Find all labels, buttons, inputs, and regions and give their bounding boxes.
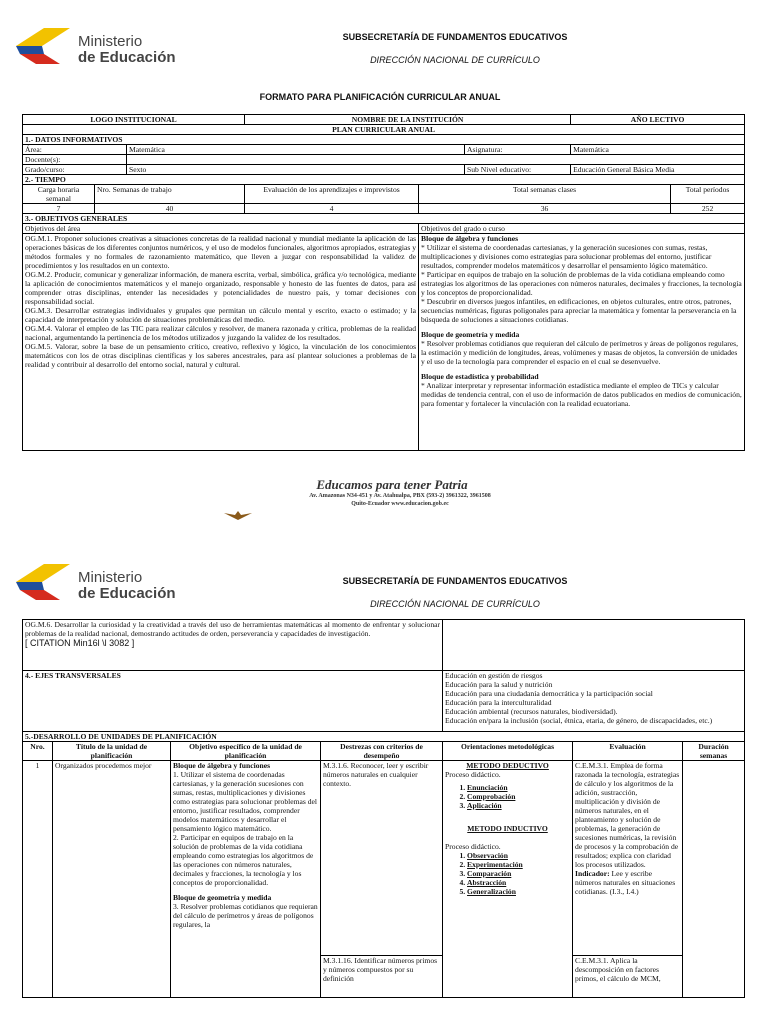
step-label: Observación (467, 851, 508, 860)
grado-objective: * Descubrir en diversos juegos infantiles, en edificaciones, en objetos culturales, entre otros, patrones, secuencias numéricas, figuras poligonales para apreciar la matemática y fomentar la perseverancia en la búsqueda de soluciones a situaciones cotidianas. (421, 297, 737, 324)
col-header: Título de la unidad de planificación (53, 742, 171, 761)
step-item (467, 860, 570, 869)
step-item (467, 801, 570, 810)
metodo-steps (445, 851, 570, 896)
subsecretaria-heading: SUBSECRETARÍA DE FUNDAMENTOS EDUCATIVOS (342, 576, 568, 586)
direccion-heading: DIRECCIÓN NACIONAL DE CURRÍCULO (370, 55, 540, 65)
ministry-logo (14, 22, 184, 70)
footer-address-line: Av. Amazonas N34-451 y Av. Atahualpa, PBX (593-2) 3961322, 3961508 (309, 493, 491, 499)
eje-item: Educación para la salud y nutrición (445, 680, 553, 689)
condor-icon (224, 510, 252, 520)
step-label: Generalización (467, 887, 516, 896)
destreza-item: M.3.1.6. Reconocer, leer y escribir números naturales en cualquier contexto. (321, 761, 442, 956)
step-label: Experimentación (467, 860, 523, 869)
citation: [ CITATION Min16l \l 3082 ] (25, 638, 135, 648)
row-objetivo (171, 761, 321, 998)
eje-item: Educación para una ciudadanía democrática y la participación social (445, 689, 653, 698)
og6-objective (23, 620, 443, 671)
logo-text-line1: Ministerio (78, 569, 143, 586)
step-label: Comparación (467, 869, 512, 878)
step-item (467, 878, 570, 887)
indicador-label: Indicador: (575, 869, 610, 878)
eje-item: Educación para la interculturalidad (445, 698, 552, 707)
block-title: Bloque de álgebra y funciones (173, 761, 271, 770)
plan-title: PLAN CURRICULAR ANUAL (23, 125, 745, 135)
subsecretaria-heading: SUBSECRETARÍA DE FUNDAMENTOS EDUCATIVOS (342, 32, 568, 42)
eje-item: Educación ambiental (recursos naturales, biodiversidad). (445, 707, 618, 716)
metodo-steps (445, 783, 570, 810)
subnivel-label: Sub Nivel educativo: (465, 165, 571, 175)
step-label: Abstracción (467, 878, 507, 887)
objective-text: 1. Utilizar el sistema de coordenadas cartesianas, y la generación sucesiones con sumas, restas, multiplicaciones y divisiones como estrategias para solucionar problemas del entorno, justificar resultados, comprender modelos matemáticos y desarrollar el pensamiento lógico matemático. (173, 770, 318, 833)
asignatura-value: Matemática (571, 145, 745, 155)
nombre-institucion-label: NOMBRE DE LA INSTITUCIÓN (245, 115, 571, 125)
og6-empty (443, 620, 745, 671)
tiempo-value: 40 (95, 204, 245, 214)
tiempo-value: 252 (671, 204, 745, 214)
block-title: Bloque de geometría y medida (173, 893, 272, 902)
step-item (467, 887, 570, 896)
plan-table (22, 114, 745, 451)
grado-objective: * Participar en equipos de trabajo en la solución de problemas de la vida cotidiana empleando como estrategias los algoritmos de las operaciones con números naturales, decimales y fracciones, la tecnología y los conceptos de proporcionalidad. (421, 270, 742, 297)
row-nro: 1 (23, 761, 53, 998)
tiempo-value: 7 (23, 204, 95, 214)
direccion-heading: DIRECCIÓN NACIONAL DE CURRÍCULO (370, 599, 540, 609)
plan-table-continued (22, 619, 745, 998)
page-2 (0, 548, 768, 1024)
logo-text-line2: de Educación (78, 585, 176, 602)
area-objective: OG.M.5. Valorar, sobre la base de un pensamiento crítico, creativo, reflexivo y lógico, la vinculación de los conocimientos matemáticos con los de otras disciplinas científicas y los saberes ancestrales, para así plantear soluciones a problemas de la realidad y contribuir al desarrollo del entorno social, natural y cultural. (25, 342, 417, 369)
logo-text-line2: de Educación (78, 49, 176, 66)
grado-value: Sexto (127, 165, 465, 175)
eje-item: Educación en/para la inclusión (social, étnica, etaria, de género, de discapacidades, etc.) (445, 716, 713, 725)
step-item (467, 783, 570, 792)
subnivel-value: Educación General Básica Media (571, 165, 745, 175)
metodo-title: METODO DEDUCTIVO (466, 761, 549, 770)
destreza-item: M.3.1.16. Identificar números primos y números compuestos por su definición (323, 956, 438, 983)
proceso-label: Proceso didáctico. (445, 770, 501, 779)
tiempo-header: Nro. Semanas de trabajo (95, 185, 245, 204)
evaluacion-criterio: C.E.M.3.1. Emplea de forma razonada la tecnología, estrategias de cálculo y los algoritmos de la adición, sustracción, multiplicación y división de números naturales, en el planteamiento y solución de problemas, la generación de sucesiones numéricas, la revisión de procesos y la comprobación de resultados; explica con claridad los procesos utilizados. (575, 761, 680, 869)
col-header: Orientaciones metodológicas (443, 742, 573, 761)
row-duracion (683, 761, 745, 998)
step-item (467, 851, 570, 860)
objetivos-area-label: Objetivos del área (23, 224, 419, 234)
tiempo-header: Total semanas clases (419, 185, 671, 204)
block-title: Bloque de estadística y probabilidad (421, 372, 539, 381)
row-orientaciones (443, 761, 573, 998)
block-title: Bloque de álgebra y funciones (421, 234, 519, 243)
section-datos-informativos: 1.- DATOS INFORMATIVOS (23, 135, 745, 145)
objective-text: 2. Participar en equipos de trabajo en la solución de problemas de la vida cotidiana empleando como estrategias los algoritmos de las operaciones con números naturales, decimales y fracciones, la tecnología y los conceptos de proporcionalidad. (173, 833, 314, 887)
asignatura-label: Asignatura: (465, 145, 571, 155)
tiempo-header: Total períodos (671, 185, 745, 204)
step-item (467, 792, 570, 801)
tiempo-value: 36 (419, 204, 671, 214)
area-objective: OG.M.4. Valorar el empleo de las TIC para realizar cálculos y resolver, de manera razonada y crítica, problemas de la realidad nacional, argumentando la pertinencia de los métodos utilizados y juzgando la validez de los resultados. (25, 324, 417, 342)
tiempo-value: 4 (245, 204, 419, 214)
evaluacion-item (573, 761, 682, 956)
footer-city-line: Quito-Ecuador www.educacion.gob.ec (351, 501, 449, 507)
col-header: Evaluación (573, 742, 683, 761)
step-label: Comprobación (467, 792, 516, 801)
proceso-label: Proceso didáctico. (445, 842, 501, 851)
row-destrezas (321, 761, 443, 998)
col-header: Objetivo específico de la unidad de planificación (171, 742, 321, 761)
grado-objective: * Utilizar el sistema de coordenadas cartesianas, y la generación sucesiones con sumas, restas, multiplicaciones y divisiones como estrategias para solucionar problemas del entorno, justificar resultados, comprender modelos matemáticos y desarrollar el pensamiento lógico matemático. (421, 243, 712, 270)
grado-objective: * Resolver problemas cotidianos que requieran del cálculo de perímetros y áreas de polígonos regulares, la estimación y medición de longitudes, áreas, volúmenes y masas de objetos, la conversión de unidades y el uso de la tecnología para comprender el espacio en el cual se desenvuelve. (421, 339, 738, 366)
area-objective: OG.M.3. Desarrollar estrategias individuales y grupales que permitan un cálculo mental y escrito, exacto o estimado; y la capacidad de interpretación y solución de situaciones problemáticas del medio. (25, 306, 417, 324)
col-header: Duración semanas (683, 742, 745, 761)
docentes-value (127, 155, 745, 165)
section-tiempo: 2.- TIEMPO (23, 175, 745, 185)
eje-item: Educación en gestión de riesgos (445, 671, 543, 680)
objetivos-grado-label: Objetivos del grado o curso (419, 224, 745, 234)
step-label: Aplicación (467, 801, 502, 810)
indicador-text: Lee y escribe números naturales en situaciones cotidianas. (I.3., I.4.) (575, 869, 676, 896)
anio-lectivo-label: AÑO LECTIVO (571, 115, 745, 125)
evaluacion-item: C.E.M.3.1. Aplica la descomposición en factores primos, el cálculo de MCM, (575, 956, 661, 983)
section-desarrollo: 5.-DESARROLLO DE UNIDADES DE PLANIFICACIÓN (23, 732, 745, 742)
tiempo-header: Carga horaria semanal (23, 185, 95, 204)
step-item (467, 869, 570, 878)
row-titulo: Organizados procedemos mejor (53, 761, 171, 998)
objective-text: 3. Resolver problemas cotidianos que requieran del cálculo de perímetros y áreas de polígonos regulares, la (173, 902, 318, 929)
area-value: Matemática (127, 145, 465, 155)
area-label: Área: (23, 145, 127, 155)
formato-heading: FORMATO PARA PLANIFICACIÓN CURRICULAR ANUAL (259, 92, 501, 102)
ministry-logo (14, 558, 184, 606)
row-evaluacion (573, 761, 683, 998)
step-label: Enunciación (467, 783, 508, 792)
og6-text: OG.M.6. Desarrollar la curiosidad y la creatividad a través del uso de herramientas matemáticas al momento de enfrentar y solucionar problemas de la realidad nacional, demostrando actitudes de orden, perseverancia y capacidades de investigación. (25, 620, 441, 638)
block-title: Bloque de geometría y medida (421, 330, 520, 339)
ejes-list (443, 671, 745, 732)
section-ejes: 4.- EJES TRANSVERSALES (23, 671, 443, 732)
logo-institucional-label: LOGO INSTITUCIONAL (23, 115, 245, 125)
tiempo-header: Evaluación de los aprendizajes e imprevistos (245, 185, 419, 204)
area-objective: OG.M.2. Producir, comunicar y generalizar información, de manera escrita, verbal, simbólica, gráfica y/o tecnológica, mediante la aplicación de conocimientos matemáticos y el manejo organizado, responsable y honesto de las fuentes de datos, para así comprender otras disciplinas, entender las necesidades y potencialidades de nuestro país, y tomar decisiones con responsabilidad social. (25, 270, 417, 306)
col-header: Destrezas con criterios de desempeño (321, 742, 443, 761)
grado-objectives (419, 234, 745, 451)
section-objetivos: 3.- OBJETIVOS GENERALES (23, 214, 745, 224)
area-objective: OG.M.1. Proponer soluciones creativas a situaciones concretas de la realidad nacional y mundial mediante la aplicación de las operaciones básicas de los diferentes conjuntos numéricos, y el uso de modelos funcionales, algoritmos apropiados, estrategias y métodos formales y no formales de razonamiento matemático, que lleven a juzgar con responsabilidad la validez de procedimientos y los resultados en un contexto. (25, 234, 417, 270)
logo-text-line1: Ministerio (78, 33, 143, 50)
metodo-title: METODO INDUCTIVO (467, 824, 548, 833)
grado-objective: * Analizar interpretar y representar información estadística mediante el empleo de TICs y calcular medidas de tendencia central, con el uso de información de datos publicados en medios de comunicación, para fomentar y fortalecer la vinculación con la realidad ecuatoriana. (421, 381, 742, 408)
grado-label: Grado/curso: (23, 165, 127, 175)
area-objectives (23, 234, 419, 451)
footer-slogan: Educamos para tener Patria (316, 477, 468, 492)
col-header: Nro. (23, 742, 53, 761)
docentes-label: Docente(s): (23, 155, 127, 165)
footer-address (260, 492, 540, 508)
